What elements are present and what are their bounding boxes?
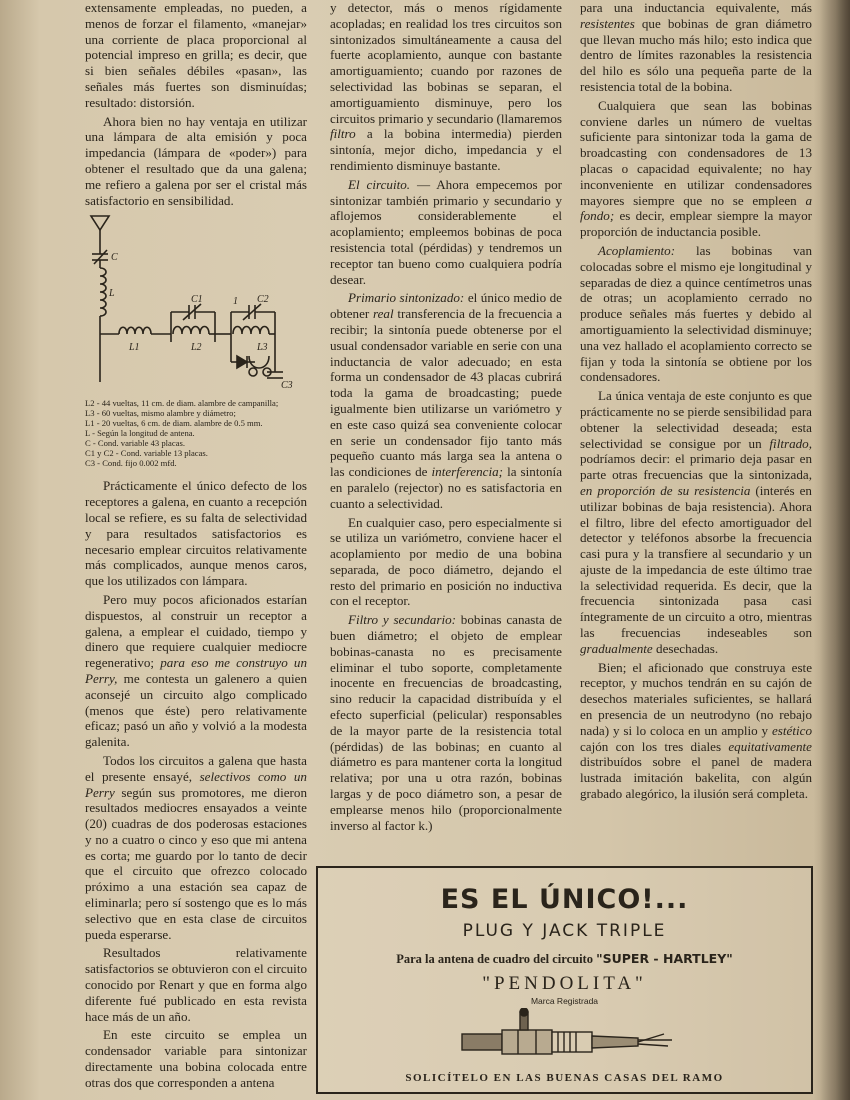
advertisement-box xyxy=(316,866,813,1094)
column-3 xyxy=(580,0,812,802)
label-l3: L3 xyxy=(257,342,268,354)
paragraph: Resultados relativamente satisfactorios se obtuvieron con el circuito conocido por Renart y que en forma algo diferente fué publicado en esta revista hace más de un año. xyxy=(85,945,307,1024)
section-heading: Filtro y secundario: xyxy=(348,612,456,628)
paragraph: Cualquiera que sean las bobinas conviene darles un número de vueltas suficiente para sintonizar toda la gama de broadcasting con condensadores de 13 placas o capacidad equivalente; no hay inconveniente en utilizar condensadores mayores siempre que no se empleen a fondo; es decir, emplear siempre la mayor proporción de inductancia posible. xyxy=(580,97,812,240)
label-l: L xyxy=(109,288,115,300)
paragraph: Prácticamente el único defecto de los receptores a galena, en cuanto a recepción local se refiere, es su falta de selectividad y para resultados satisfactorios es necesario emplear circuitos relativamente más complicados, aunque menos caros, que los utilizados con lámpara. xyxy=(85,478,307,589)
caption-line: L1 - 20 vueltas, 6 cm. de diam. alambre de 0.5 mm. xyxy=(85,418,263,429)
caption-line: L2 - 44 vueltas, 11 cm. de diam. alambre de campanilla; xyxy=(85,398,279,409)
paragraph: El circuito. — Ahora empecemos por sintonizar también primario y secundario y aflojemos considerablemente el acoplamiento; empleemos bobinas de poca resistencia total (pérdidas) y tendremos un receptor tan bueno como cualquiera podría desear. xyxy=(330,176,562,287)
paragraph: Ahora bien no hay ventaja en utilizar una lámpara de alta emisión y poca impedancia (lámpara de «poder») para obtener el resultado que da una galena; me refiero a galena por ser el cristal más satisfactorio en sensibilidad. xyxy=(85,113,307,208)
paragraph: Acoplamiento: las bobinas van colocadas sobre el mismo eje longitudinal y separadas de diez a quince centímetros unas de otras; un acoplamiento cerrado no produce señales más fuertes y debido al amortiguamiento la selectividad disminuye; una vez hallado el acoplamiento correcto se fijan y toda la sintonía se obtiene por los condensadores. xyxy=(580,242,812,385)
caption-line: L3 - 60 vueltas, mismo alambre y diámetro; xyxy=(85,408,236,419)
caption-line: C1 y C2 - Cond. variable 13 placas. xyxy=(85,448,208,459)
paragraph: extensamente empleadas, no pueden, a menos de forzar el filamento, «manejar» una corriente de placa proporcional al potencial impreso en grilla; es decir, que si bien señales débiles «pasan», las señales más fuertes son disminuídas; resultado: distorsión. xyxy=(85,0,307,110)
column-2 xyxy=(330,0,562,833)
label-l1: L1 xyxy=(129,342,140,354)
paragraph: La única ventaja de este conjunto es que prácticamente no se pierde sensibilidad para obtener la selectividad deseada; esta selectividad se consigue por un filtrado, podríamos decir: el primario deja pasar en parte otras frecuencias que la sintonizada, en proporción de su resistencia (interés en utilizar bobinas de baja resistencia). Ahora el filtro, libre del efecto amortiguador del detector y teléfonos absorbe la frecuencia casi pura y la transfiere al secundario y un ajuste de la impedancia de este último trae la selectividad requerida. Es decir, que la frecuencia sintonizada pasa casi íntegramente de un circuito a otro, mientras las frecuencias indeseables son gradualmente desechadas. xyxy=(580,388,812,656)
label-one: 1 xyxy=(233,296,238,308)
paragraph: En cualquier caso, pero especialmente si se utiliza un variómetro, conviene hacer el acoplamiento por medio de una bobina separada, de poco diámetro, dejando el resto del primario en posición no inductiva con el receptor. xyxy=(330,514,562,609)
paragraph: y detector, más o menos rígidamente acopladas; en realidad los tres circuitos son sintonizados simultáneamente a causa del fuerte acoplamiento, aunque con bastante amortiguamiento; cuando por razones de selectividad las bobinas se separan, el amortiguamiento disminuye, pero los circuitos primario y secundario (llamaremos filtro a la bobina intermedia) pierden sintonía, mejor dicho, impedancia y el rendimiento disminuye bastante. xyxy=(330,0,562,173)
caption-line: L - Según la longitud de antena. xyxy=(85,428,195,439)
ad-trademark: Marca Registrada xyxy=(530,996,599,1006)
label-c: C xyxy=(111,252,118,264)
circuit-diagram xyxy=(85,212,307,392)
paragraph: para una inductancia equivalente, más resistentes que bobinas de gran diámetro que llevan mucho más hilo; esto indica que dentro de límites razonables la resistencia del hilo es sólo una pequeña parte de la resistencia total de la bobina. xyxy=(580,0,812,94)
paragraph: En este circuito se emplea un condensador variable para sintonizar directamente una bobina colocada entre otras dos que corresponden a antena xyxy=(85,1027,307,1090)
diagram-caption xyxy=(85,398,307,468)
ad-headline: ES EL ÚNICO!... xyxy=(440,884,689,915)
label-l2: L2 xyxy=(191,342,202,354)
paragraph: Todos los circuitos a galena que hasta el presente ensayé, selectivos como un Perry según sus promotores, me dieron resultados mediocres ensayados a veinte (20) cuadras de dos poderosas estaciones y no a cuatro o cinco y eso que mi antena es corta; me guardo por lo tanto de decir que el circuito que ofrezco colocado próximo a una estación sea capaz de eliminarla; pero sí sostengo que es lo más selectivo que en esta clase de circuitos pueda esperarse. xyxy=(85,752,307,942)
caption-line: C3 - Cond. fijo 0.002 mfd. xyxy=(85,458,177,469)
plug-jack-illustration xyxy=(458,1008,678,1066)
page-binding-shadow xyxy=(814,0,850,1100)
ad-description: Para la antena de cuadro del circuito "SUPER - HARTLEY" xyxy=(396,951,733,966)
caption-line: C - Cond. variable 43 placas. xyxy=(85,438,185,449)
ad-footer: SOLICÍTELO EN LAS BUENAS CASAS DEL RAMO xyxy=(405,1072,724,1084)
section-heading: Primario sintonizado: xyxy=(348,290,465,306)
paragraph: Primario sintonizado: el único medio de obtener real transferencia de la frecuencia a recibir; la sintonía puede obtenerse por el usual condensador variable en serie con una inductancia de valor adecuado; en esta forma un condensador de 43 placas cubrirá toda la gama de broadcasting; puede igualmente bien utilizarse un variómetro y en este caso quizá sea conveniente colocar en serie un condensador fijo tanto más pequeño cuanto más larga sea la antena o las condiciones de interferencia; la sintonía en paralelo (rejector) no es satisfactoria en cuanto a selectividad. xyxy=(330,290,563,511)
label-c3: C3 xyxy=(281,380,293,392)
label-c2: C2 xyxy=(257,294,269,306)
ad-product-name: "PENDOLITA" xyxy=(482,973,647,994)
ad-subheadline: PLUG Y JACK TRIPLE xyxy=(462,921,667,941)
label-c1: C1 xyxy=(191,294,203,306)
section-heading: Acoplamiento: xyxy=(598,242,676,258)
section-heading: El circuito. xyxy=(348,176,411,192)
paragraph: Pero muy pocos aficionados estarían dispuestos, al construir un receptor a galena, a emplear el cuidado, tiempo y dinero que requiere cualquier mediocre regenerativo; para eso me construyo un Perry, me contesta un galenero a quien aconsejé un circuito algo complicado (menos que éste) pero relativamente eficaz; pasó un año y volvió a la modesta galenita. xyxy=(85,591,307,750)
column-1 xyxy=(85,0,307,1091)
paragraph: Bien; el aficionado que construya este receptor, y muchos tendrán en su cajón de desechos materiales suficientes, se hallará en presencia de un neutrodyno (no rebajo nada) y si lo coloca en un amplio y estético cajón con los tres diales equitativamente distribuídos sobre el panel de madera lustrada imitación bakelita, con algún grabado alegórico, la ilusión será completa. xyxy=(580,659,812,802)
paragraph: Filtro y secundario: bobinas canasta de buen diámetro; el objeto de emplear bobinas-canasta no es precisamente eliminar el tubo soporte, completamente inocente en frecuencias de broadcasting, sino reducir la capacidad distribuída y el efecto superficial (pelicular) responsables de la mayor parte de la resistencia total (pérdidas) de las bobinas; en cuanto al diámetro es para mantener corta la longitud relativa; por una u otra razón, bobinas largas y de poco diámetro son, a pesar de emplearse menos hilo (proporcionalmente inverso al factor k.) xyxy=(330,612,562,833)
